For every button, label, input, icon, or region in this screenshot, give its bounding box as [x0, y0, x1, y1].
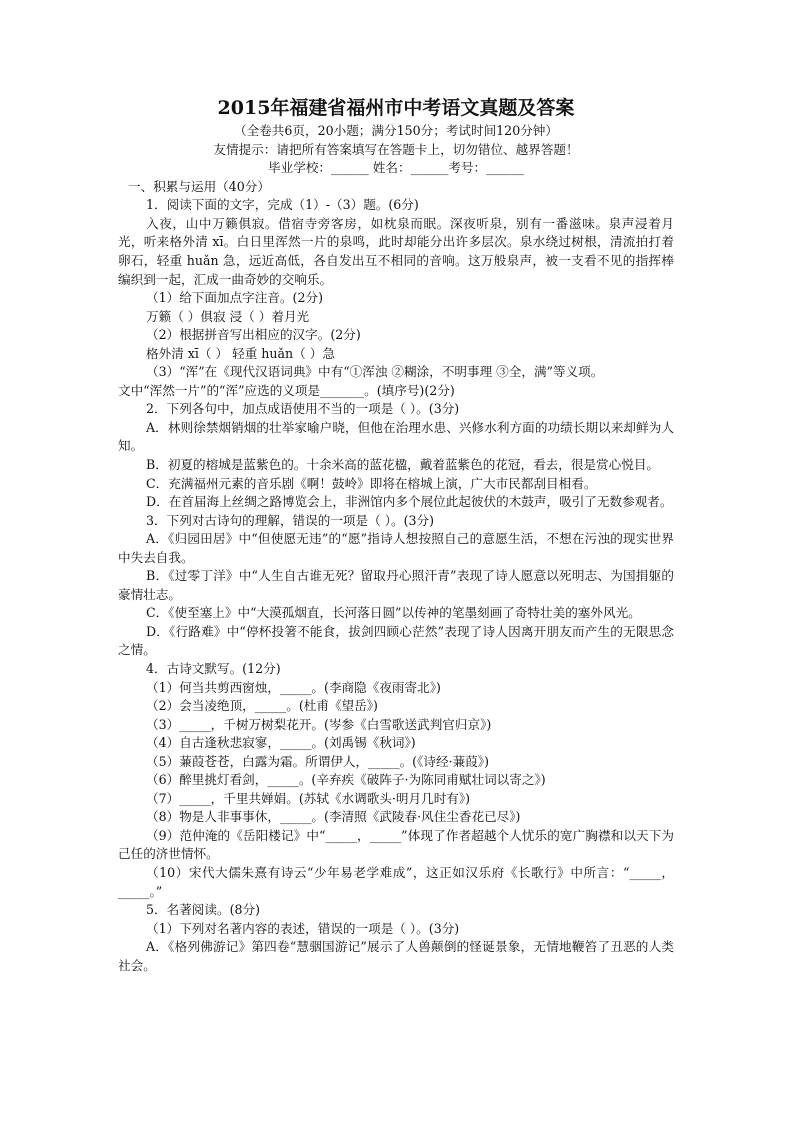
question-3-option-c: C．《使至塞上》中“大漠孤烟直，长河落日圆”以传神的笔墨刻画了奇特壮美的塞外风光。: [146, 605, 641, 621]
question-5-1: （1）下列对名著内容的表述，错误的一项是（ ）。(3分): [146, 920, 460, 936]
question-4: 4．古诗文默写。(12分): [146, 661, 281, 676]
question-3-option-b: B．《过零丁洋》中“人生自古谁无死？留取丹心照汗青”表现了诗人愿意以死明志、为国捐躯的豪情壮志。: [118, 568, 674, 602]
question-5-option-a: A．《格列佛游记》第四卷“慧骃国游记”展示了人兽颠倒的怪诞景象，无情地鞭笞了丑恶的人类社会。: [118, 939, 674, 973]
question-4-3: （3）_____，千树万树梨花开。(岑参《白雪歌送武判官归京》): [146, 716, 492, 732]
question-2: 2．下列各句中，加点成语使用不当的一项是（ ）。(3分): [146, 401, 460, 417]
question-4-10: （10）宋代大儒朱熹有诗云“少年易老学难成”，这正如汉乐府《长歌行》中所言：“_____，_____。”: [118, 865, 674, 899]
question-4-9: （9）范仲淹的《岳阳楼记》中“_____，_____”体现了作者超越个人忧乐的宽广胸襟和以天下为己任的济世情怀。: [118, 827, 674, 862]
question-1-2-items: 格外清 xī（ ） 轻重 huǎn（ ）急: [146, 345, 335, 361]
section-heading: 一、积累与运用（40分）: [128, 178, 270, 194]
question-4-6: （6）醉里挑灯看剑，_____。(辛弃疾《破阵子·为陈同甫赋壮词以寄之》): [146, 772, 546, 788]
question-2-option-b: B．初夏的榕城是蓝紫色的。十余米高的蓝花楹，戴着蓝紫色的花冠，看去，很是赏心悦目。: [146, 456, 660, 472]
question-1-3-cont: 文中“浑然一片”的“浑”应选的义项是_______。(填序号)(2分): [118, 382, 455, 398]
question-4-1: （1）何当共剪西窗烛，_____。(李商隐《夜雨寄北》): [146, 679, 441, 695]
question-2-option-d: D．在首届海上丝绸之路博览会上，非洲馆内多个展位此起彼伏的木鼓声，吸引了无数参观者。: [146, 494, 673, 510]
question-2-option-a: A．林则徐禁烟销烟的壮举家喻户晓，但他在治理水患、兴修水利方面的功绩长期以来却鲜为人知。: [118, 419, 674, 454]
exam-info: （全卷共6页，20小题；满分150分；考试时间120分钟）: [234, 123, 558, 138]
question-4-4: （4）自古逢秋悲寂寥，_____。(刘禹锡《秋词》): [146, 735, 416, 751]
student-info-line: 毕业学校：______ 姓名：______考号：______: [268, 160, 524, 176]
question-3: 3．下列对古诗句的理解，错误的一项是（ ）。(3分): [146, 512, 435, 528]
question-3-option-d: D．《行路难》中“停杯投箸不能食，拔剑四顾心茫然”表现了诗人因离开朋友而产生的无限思念之情。: [118, 623, 674, 658]
friendly-tip: 友情提示：请把所有答案填写在答题卡上，切勿错位、越界答题！: [213, 141, 579, 157]
question-1-1-items: 万籁（ ）俱寂 浸（ ）着月光: [146, 308, 310, 324]
question-4-8: （8）物是人非事事休，_____。(李清照《武陵春·风住尘香花已尽》): [146, 809, 521, 825]
question-5: 5．名著阅读。(8分): [146, 902, 261, 918]
reading-passage: 入夜，山中万籁俱寂。借宿寺旁客房，如枕泉而眠。深夜听泉，别有一番滋味。泉声浸着月光，听来格外清 xī。白日里浑然一片的泉鸣，此时却能分出许多层次。泉水绕过树根，清流拍打着卵石，轻重 huǎn 急，远近高低，各自发出互不相同的音响。这万般泉声，被一支看不见的指挥棒编织到一起，汇成一曲奇妙的交响乐。: [118, 215, 674, 287]
question-4-7: （7）_____，千里共婵娟。(苏轼《水调歌头·明月几时有》): [146, 790, 471, 806]
question-1-1: （1）给下面加点字注音。(2分): [146, 290, 323, 306]
question-4-5: （5）蒹葭苍苍，白露为霜。所谓伊人，_____。(《诗经·蒹葭》): [146, 753, 489, 769]
question-3-option-a: A．《归园田居》中“但使愿无违”的“愿”指诗人想按照自己的意愿生活，不想在污浊的现实世界中失去自我。: [118, 531, 674, 565]
question-1: 1．阅读下面的文字，完成（1）-（3）题。(6分): [146, 197, 419, 213]
document-page: [118, 96, 674, 975]
question-2-option-c: C．充满福州元素的音乐剧《啊！鼓岭》即将在榕城上演，广大市民都刮目相看。: [146, 475, 597, 491]
question-4-2: （2）会当凌绝顶，_____。(杜甫《望岳》): [146, 698, 378, 714]
question-1-3: （3）“浑”在《现代汉语词典》中有“①浑浊 ②糊涂，不明事理 ③全，满”等义项。: [146, 364, 604, 380]
document-title: 2015年福建省福州市中考语文真题及答案: [217, 97, 575, 119]
question-1-2: （2）根据拼音写出相应的汉字。(2分): [146, 327, 361, 343]
